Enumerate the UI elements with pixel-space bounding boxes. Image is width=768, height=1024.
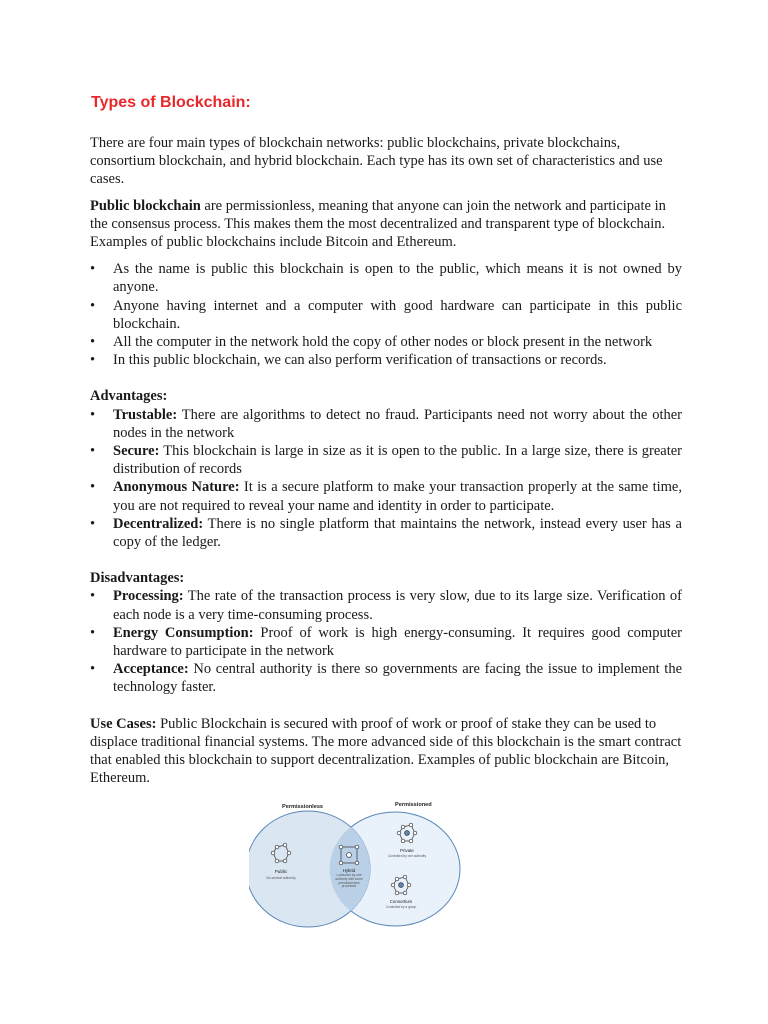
list-item [113, 442, 682, 478]
item-text: This blockchain is large in size as it is open to the public. In a large size, there is greater distribution of records [113, 443, 682, 478]
public-lead: Public blockchain [90, 197, 201, 214]
permissioned-label: Permissioned [395, 802, 432, 808]
item-text: Proof of work is high energy-consuming. It requires good computer hardware to participate in the network [113, 624, 682, 660]
item-term: Anonymous Nature: [113, 479, 240, 496]
disadvantages-list [90, 587, 682, 696]
list-item [113, 587, 682, 623]
document-body [90, 134, 682, 788]
item-term: Secure: [113, 443, 160, 460]
item-term: Processing: [113, 588, 184, 605]
list-item: • Anyone having internet and a computer with good hardware can participate in this public blockchain. [113, 297, 682, 333]
item-text: No central authority is there so governments are facing the issue to implement the technology faster. [113, 661, 682, 696]
page-title: Types of Blockchain: [91, 94, 251, 111]
item-term: Decentralized: [113, 515, 204, 532]
item-term: Trustable: [113, 406, 178, 423]
use-cases-paragraph [90, 715, 682, 788]
consortium-sub: Controlled by a group [385, 905, 417, 909]
public-label: Public [274, 869, 288, 874]
use-cases-text: Public Blockchain is secured with proof of work or proof of stake they can be used to displace traditional financial systems. The more advanced side of this blockchain is the smart contract that enabled this blockchain to support decentralization. Examples of public blockchain are Bitcoin, Ethereum. [90, 715, 682, 787]
hybrid-sub-box [331, 874, 367, 898]
public-sub: No central authority [266, 876, 296, 880]
item-term: Acceptance: [113, 661, 189, 678]
private-sub: Controlled by one authority [387, 854, 427, 858]
blockchain-venn-diagram [249, 797, 473, 929]
item-text: The rate of the transaction process is very slow, due to its large size. Verification of each node is a very time-consuming process. [113, 588, 682, 623]
advantages-heading: Advantages: [90, 388, 168, 405]
private-label: Private [400, 848, 414, 853]
list-item [113, 515, 682, 551]
list-item [113, 660, 682, 696]
hybrid-label: Hybrid [342, 868, 356, 873]
list-item [113, 624, 682, 660]
item-text: There are algorithms to detect no fraud. Participants need not worry about the other nodes in the network [113, 406, 682, 441]
list-item: • All the computer in the network hold the copy of other nodes or block present in the network [113, 333, 682, 351]
permissionless-label: Permissionless [282, 804, 324, 810]
disadvantages-heading: Disadvantages: [90, 570, 185, 587]
list-item [113, 406, 682, 442]
list-item [113, 478, 682, 514]
item-term: Energy Consumption: [113, 624, 254, 641]
list-item: • As the name is public this blockchain is open to the public, which means it is not owned by anyone. [113, 260, 682, 296]
consortium-label: Consortium [389, 899, 413, 904]
use-cases-term: Use Cases: [90, 715, 157, 732]
hybrid-sub: Controlled by one authority with some permissionless processes [335, 874, 363, 889]
intro-paragraph: There are four main types of blockchain networks: public blockchains, private blockchains, consortium blockchain, and hybrid blockchain. Each type has its own set of characteristics and use cases. [90, 135, 663, 188]
public-text: are permissionless, meaning that anyone can join the network and participate in the consensus process. This makes them the most decentralized and transparent type of blockchain. Examples of public blockchains include Bitcoin and Ethereum. [90, 197, 666, 251]
public-paragraph [90, 197, 682, 252]
item-text: It is a secure platform to make your transaction properly at the same time, you are not required to reveal your name and identity in order to participate. [113, 479, 682, 514]
public-bullet-list [90, 260, 682, 369]
list-item: • In this public blockchain, we can also perform verification of transactions or records. [113, 351, 682, 369]
advantages-list [90, 406, 682, 552]
item-text: There is no single platform that maintains the network, instead every user has a copy of the ledger. [113, 515, 682, 551]
